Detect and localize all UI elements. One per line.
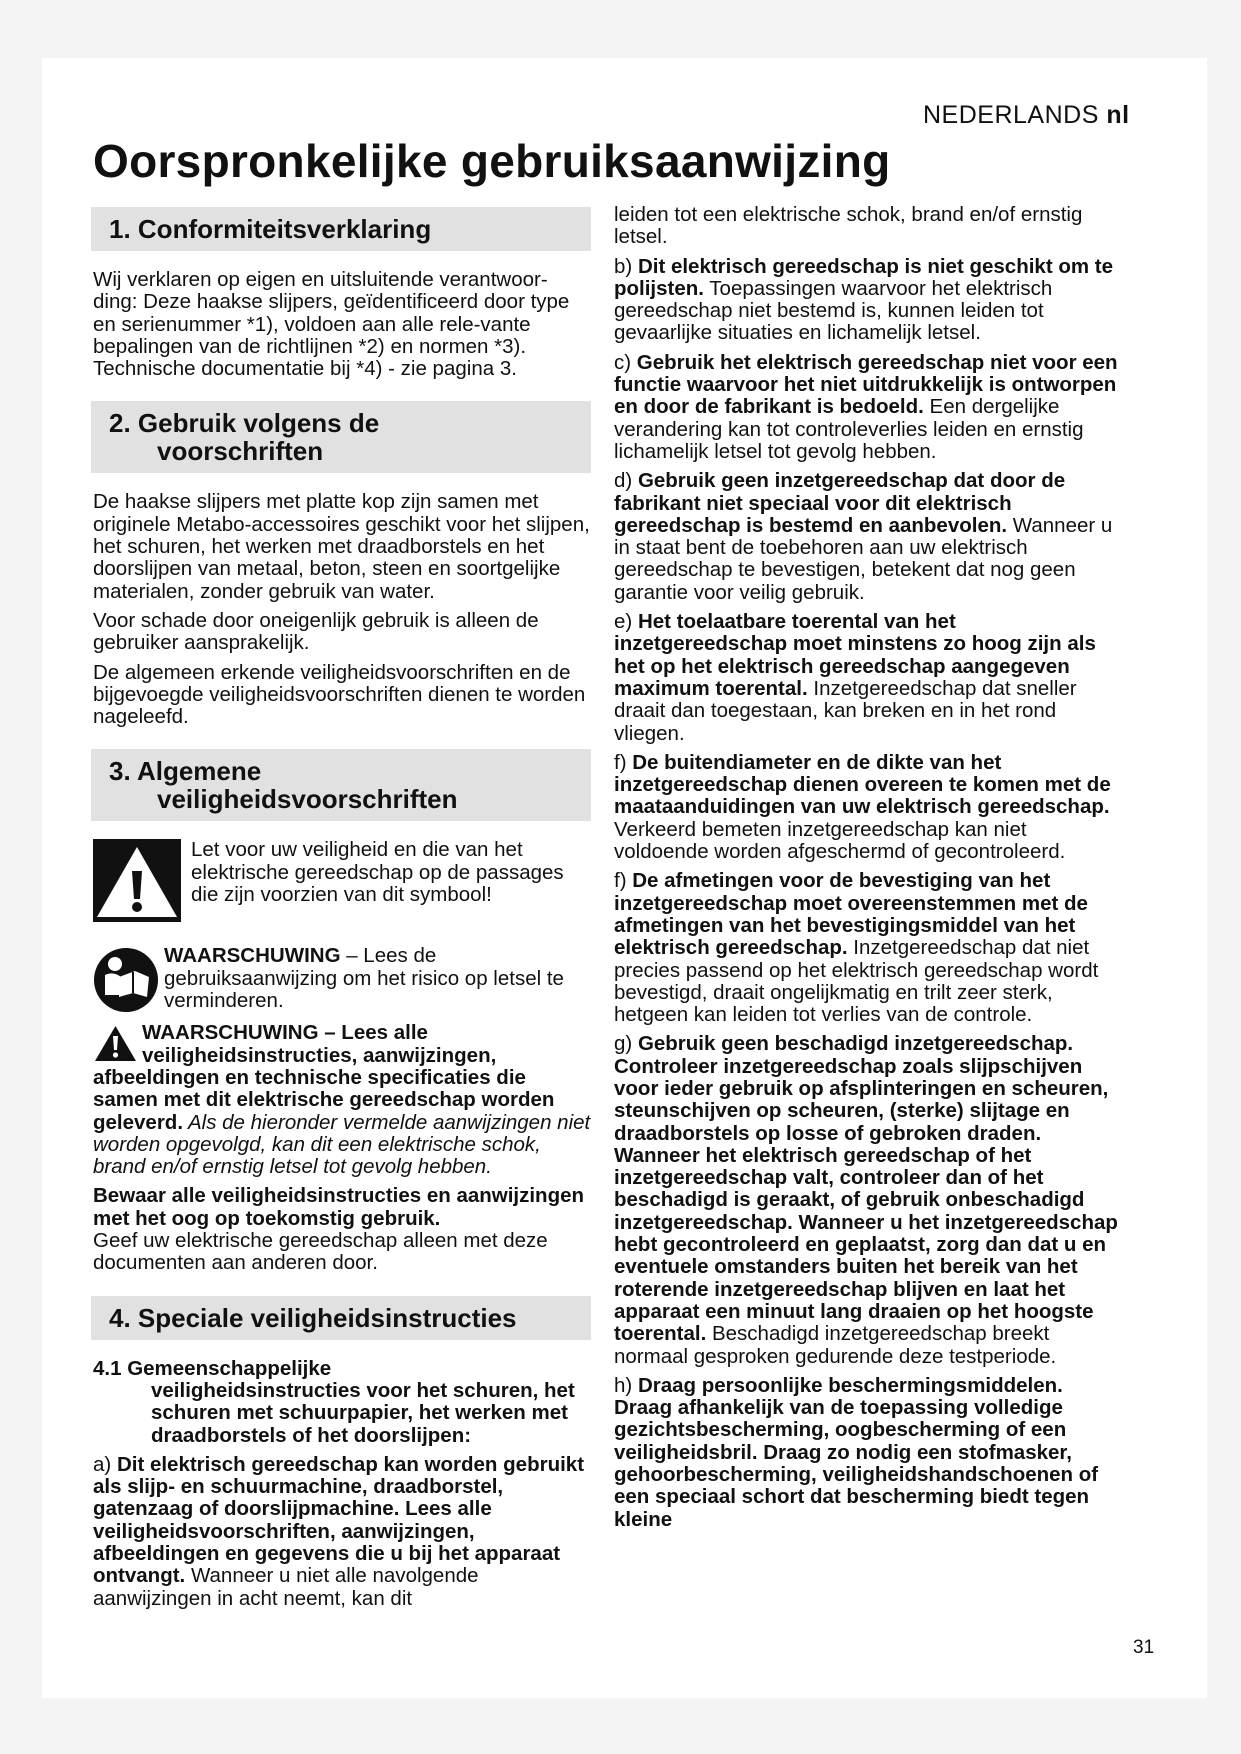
- section-2-heading: 2. Gebruik volgens de voorschriften: [91, 401, 591, 473]
- instruction-a-continued: leiden tot een elektrische schok, brand en/of ernstig letsel.: [614, 203, 1083, 249]
- left-column: [93, 207, 591, 1617]
- section-1-heading: 1. Conformiteitsverklaring: [91, 207, 591, 251]
- language-label: NEDERLANDS nl: [923, 101, 1130, 129]
- right-column: [614, 204, 1126, 1538]
- instruction-h: h) Draag persoonlijke beschermingsmiddelen. Draag afhankelijk van de toepassing volledige gezichtsbescherming, oogbescherming of een veiligheidsbril. Draag zo nodig een stofmasker, gehoorbescherming, veiligheidshandschoenen of een speciaal schort dat bescherming biedt tegen kleine: [614, 1373, 1099, 1531]
- instruction-f2: f) De afmetingen voor de bevestiging van het inzetgereedschap moet overeenstemmen met de afmetingen van het bevestigingsmiddel van het elektrisch gereedschap. Inzetgereedschap dat niet precies passend op het elektrisch gereedschap wordt bevestigd, draait ongelijkmatig en trilt zeer sterk, hetgeen kan leiden tot verlies van de controle.: [614, 869, 1099, 1027]
- section-1-text: Wij verklaren op eigen en uitsluitende verantwoor-ding: Deze haakse slijpers, geïdentificeerd door type en serienummer *1), voldoen aan alle rele-vante bepalingen van de richtlijnen *2) en normen *3). Technische documentatie bij *4) - zie pagina 3.: [93, 268, 570, 381]
- instruction-b: b) Dit elektrisch gereedschap is niet geschikt om te polijsten. Toepassingen waarvoor het elektrisch gereedschap niet bestemd is, kunnen leiden tot gevaarlijke situaties en lichamelijk letsel.: [614, 254, 1114, 345]
- section-4-heading: 4. Speciale veiligheidsinstructies: [91, 1296, 591, 1340]
- section-3-heading: 3. Algemene veiligheidsvoorschriften: [91, 749, 591, 821]
- instruction-g: g) Gebruik geen beschadigd inzetgereedschap. Controleer inzetgereedschap zoals slijpschijven voor ieder gebruik op afsplinteringen en scheuren, steunschijven op scheuren, (sterke) slijtage en draadborstels op losse of gebroken draden. Wanneer het elektrisch gereedschap of het inzetgereedschap valt, controleer dan of het beschadigd is geraakt, of gebruik onbeschadigd inzetgereedschap. Wanneer u het inzetgereedschap hebt gecontroleerd en geplaatst, zorg dan dat u en eventuele omstanders buiten het bereik van het roterende inzetgereedschap blijven en laat het apparaat een minuut lang draaien op het hoogste toerental. Beschadigd inzetgereedschap breekt normaal gesproken gedurende deze testperiode.: [614, 1032, 1118, 1368]
- read-manual-warning: WAARSCHUWING – Lees de gebruiksaanwijzing om het risico op letsel te verminderen.: [93, 945, 591, 1012]
- instruction-e: e) Het toelaatbare toerental van het inzetgereedschap moet minstens zo hoog zijn als het op het elektrisch gereedschap aangegeven maximum toerental. Inzetgereedschap dat sneller draait dan toegestaan, kan breken en in het rond vliegen.: [614, 610, 1096, 745]
- symbol-note-text: Let voor uw veiligheid en die van het elektrische gereedschap op de passages die zijn voorzien van dit symbool!: [191, 838, 564, 907]
- page-number: 31: [1133, 1637, 1155, 1658]
- section-2-paragraph: Voor schade door oneigenlijk gebruik is alleen de gebruiker aansprakelijk.: [93, 608, 539, 655]
- instruction-f1: f) De buitendiameter en de dikte van het inzetgereedschap dienen overeen te komen met de maataanduidingen van uw elektrisch gereedschap. Verkeerd bemeten inzetgereedschap kan niet voldoende worden afgeschermd of gecontroleerd.: [614, 750, 1111, 864]
- page-title: Oorspronkelijke gebruiksaanwijzing: [93, 135, 891, 187]
- warning-triangle-icon: [93, 1024, 138, 1063]
- keep-instructions: Bewaar alle veiligheidsinstructies en aanwijzingen met het oog op toekomstig gebruik. Geef uw elektrische gereedschap alleen met deze documenten aan anderen door.: [93, 1184, 585, 1275]
- section-2-paragraph: De algemeen erkende veiligheidsvoorschriften en de bijgevoegde veiligheidsvoorschriften dienen te worden nageleefd.: [93, 660, 586, 729]
- instruction-d: d) Gebruik geen inzetgereedschap dat door de fabrikant niet speciaal voor dit elektrisch gereedschap is bestemd en aanbevolen. Wanneer u in staat bent de toebehoren aan uw elektrisch gereedschap te bevestigen, betekent dat nog geen garantie voor veilig gebruik.: [614, 469, 1113, 604]
- read-manual-icon: [93, 947, 159, 1013]
- symbol-note: [93, 839, 591, 925]
- subsection-4-1-heading: 4.1 Gemeenschappelijke veiligheidsinstructies voor het schuren, het schuren met schuurpapier, het werken met draadborstels of het doorslijpen:: [93, 1356, 575, 1447]
- warning-triangle-icon: [93, 839, 181, 922]
- instruction-c: c) Gebruik het elektrisch gereedschap niet voor een functie waarvoor het niet uitdrukkelijk is ontworpen en door de fabrikant is bedoeld. Een dergelijke verandering kan tot controleverlies leiden en ernstig lichamelijk letsel tot gevolg hebben.: [614, 350, 1118, 463]
- section-2-paragraph: De haakse slijpers met platte kop zijn samen met originele Metabo-accessoires geschikt voor het slijpen, het schuren, het werken met draadborstels en het doorslijpen van metaal, beton, steen en soortgelijke materialen, zonder gebruik van water.: [93, 490, 590, 603]
- general-warning: WAARSCHUWING – Lees alle veiligheidsinstructies, aanwijzingen, afbeeldingen en technische specificaties die samen met dit elektrische gereedschap worden geleverd. Als de hieronder vermelde aanwijzingen niet worden opgevolgd, kan dit een elektrische schok, brand en/of ernstig letsel tot gevolg hebben.: [93, 1021, 591, 1179]
- instruction-a: a) Dit elektrisch gereedschap kan worden gebruikt als slijp- en schuurmachine, draadborstel, gatenzaag of doorslijpmachine. Lees alle veiligheidsvoorschriften, aanwijzingen, afbeeldingen en gegevens die u bij het apparaat ontvangt. Wanneer u niet alle navolgende aanwijzingen in acht neemt, kan dit: [93, 1452, 585, 1610]
